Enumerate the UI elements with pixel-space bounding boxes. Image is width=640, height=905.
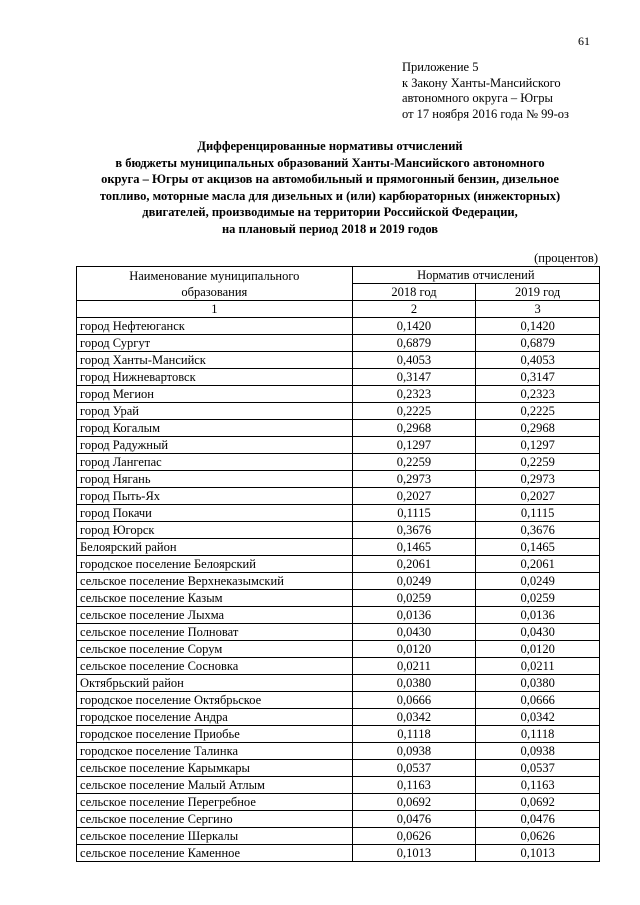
municipality-name-cell: город Урай	[77, 403, 353, 420]
header-municipality	[77, 267, 353, 301]
norm-2019-cell: 0,0259	[476, 590, 600, 607]
norm-2019-cell: 0,0136	[476, 607, 600, 624]
table-header-row	[77, 267, 600, 284]
norm-2019-cell: 0,0211	[476, 658, 600, 675]
table-row	[77, 403, 600, 420]
table-row	[77, 590, 600, 607]
municipality-name-cell: город Сургут	[77, 335, 353, 352]
municipality-name-cell: городское поселение Приобье	[77, 726, 353, 743]
table-row	[77, 726, 600, 743]
appendix-line: автономного округа – Югры	[402, 91, 553, 105]
table-row	[77, 692, 600, 709]
norm-2019-cell: 0,4053	[476, 352, 600, 369]
norm-2019-cell: 0,0537	[476, 760, 600, 777]
table-row	[77, 709, 600, 726]
header-norm: Норматив отчислений	[352, 267, 599, 284]
page-number: 61	[578, 34, 590, 48]
norm-2018-cell: 0,4053	[352, 352, 476, 369]
appendix-block	[402, 60, 569, 122]
norm-2019-cell: 0,1465	[476, 539, 600, 556]
unit-note: (процентов)	[534, 251, 598, 265]
table-row	[77, 352, 600, 369]
table-row	[77, 828, 600, 845]
title-line: в бюджеты муниципальных образований Ханты-Мансийского автономного	[115, 155, 545, 170]
norm-2018-cell: 0,3676	[352, 522, 476, 539]
table-row	[77, 658, 600, 675]
municipality-name-cell: город Радужный	[77, 437, 353, 454]
municipality-name-cell: сельское поселение Верхнеказымский	[77, 573, 353, 590]
municipality-name-cell: город Югорск	[77, 522, 353, 539]
table-row	[77, 318, 600, 335]
table-row	[77, 607, 600, 624]
norm-2018-cell: 0,1420	[352, 318, 476, 335]
norm-2018-cell: 0,0537	[352, 760, 476, 777]
norm-2019-cell: 0,0120	[476, 641, 600, 658]
table-row	[77, 675, 600, 692]
table-row	[77, 641, 600, 658]
norm-2019-cell: 0,1013	[476, 845, 600, 862]
municipality-name-cell: сельское поселение Сергино	[77, 811, 353, 828]
norm-2018-cell: 0,1118	[352, 726, 476, 743]
norm-2018-cell: 0,0626	[352, 828, 476, 845]
norm-2018-cell: 0,0136	[352, 607, 476, 624]
header-municipality-line2: образования	[181, 284, 248, 299]
norm-2019-cell: 0,1297	[476, 437, 600, 454]
norm-2019-cell: 0,3676	[476, 522, 600, 539]
table-body	[77, 318, 600, 862]
norm-2019-cell: 0,0692	[476, 794, 600, 811]
column-number: 2	[352, 301, 476, 318]
municipality-name-cell: Белоярский район	[77, 539, 353, 556]
norm-2018-cell: 0,1163	[352, 777, 476, 794]
norm-2019-cell: 0,1420	[476, 318, 600, 335]
norm-2019-cell: 0,2973	[476, 471, 600, 488]
norm-2019-cell: 0,0476	[476, 811, 600, 828]
municipality-name-cell: городское поселение Талинка	[77, 743, 353, 760]
document-title	[60, 138, 600, 237]
municipality-name-cell: город Когалым	[77, 420, 353, 437]
column-number: 3	[476, 301, 600, 318]
norm-2018-cell: 0,1297	[352, 437, 476, 454]
municipality-name-cell: Октябрьский район	[77, 675, 353, 692]
norm-2018-cell: 0,0342	[352, 709, 476, 726]
norm-2019-cell: 0,0626	[476, 828, 600, 845]
appendix-line: Приложение 5	[402, 60, 479, 74]
norm-2018-cell: 0,1465	[352, 539, 476, 556]
municipality-name-cell: сельское поселение Лыхма	[77, 607, 353, 624]
norm-2018-cell: 0,0249	[352, 573, 476, 590]
header-municipality-line1: Наименование муниципального	[129, 268, 300, 283]
table-row	[77, 437, 600, 454]
norm-2019-cell: 0,0666	[476, 692, 600, 709]
table-row	[77, 386, 600, 403]
table-row	[77, 539, 600, 556]
table-column-numbers-row	[77, 301, 600, 318]
norm-2018-cell: 0,2027	[352, 488, 476, 505]
table-row	[77, 505, 600, 522]
municipality-name-cell: сельское поселение Каменное	[77, 845, 353, 862]
header-2019: 2019 год	[476, 284, 600, 301]
municipality-name-cell: городское поселение Андра	[77, 709, 353, 726]
norm-2019-cell: 0,2225	[476, 403, 600, 420]
norm-2019-cell: 0,2061	[476, 556, 600, 573]
norm-2019-cell: 0,1115	[476, 505, 600, 522]
appendix-line: к Закону Ханты-Мансийского	[402, 75, 561, 90]
municipality-name-cell: городское поселение Октябрьское	[77, 692, 353, 709]
table-row	[77, 777, 600, 794]
municipality-name-cell: город Покачи	[77, 505, 353, 522]
municipality-name-cell: сельское поселение Перегребное	[77, 794, 353, 811]
norm-2019-cell: 0,3147	[476, 369, 600, 386]
table-row	[77, 454, 600, 471]
municipality-name-cell: сельское поселение Сорум	[77, 641, 353, 658]
appendix-line: от 17 ноября 2016 года № 99-оз	[402, 106, 569, 121]
norm-2018-cell: 0,0692	[352, 794, 476, 811]
norm-2018-cell: 0,0476	[352, 811, 476, 828]
municipality-name-cell: город Нижневартовск	[77, 369, 353, 386]
norm-2019-cell: 0,0249	[476, 573, 600, 590]
table-row	[77, 794, 600, 811]
norm-2018-cell: 0,6879	[352, 335, 476, 352]
table-row	[77, 420, 600, 437]
municipality-name-cell: город Лангепас	[77, 454, 353, 471]
table-row	[77, 845, 600, 862]
norm-2019-cell: 0,1118	[476, 726, 600, 743]
norm-2018-cell: 0,2973	[352, 471, 476, 488]
norm-2018-cell: 0,2225	[352, 403, 476, 420]
norm-2019-cell: 0,2968	[476, 420, 600, 437]
table-row	[77, 760, 600, 777]
norm-2019-cell: 0,2323	[476, 386, 600, 403]
norm-2018-cell: 0,0430	[352, 624, 476, 641]
title-line: округа – Югры от акцизов на автомобильный и прямогонный бензин, дизельное	[101, 172, 559, 186]
table-row	[77, 522, 600, 539]
norm-2019-cell: 0,2027	[476, 488, 600, 505]
norm-2018-cell: 0,3147	[352, 369, 476, 386]
municipality-name-cell: сельское поселение Полноват	[77, 624, 353, 641]
norms-table	[76, 266, 600, 862]
table-row	[77, 335, 600, 352]
norm-2018-cell: 0,0259	[352, 590, 476, 607]
municipality-name-cell: город Мегион	[77, 386, 353, 403]
table-row	[77, 369, 600, 386]
norm-2018-cell: 0,2968	[352, 420, 476, 437]
norm-2018-cell: 0,0666	[352, 692, 476, 709]
norm-2019-cell: 0,0430	[476, 624, 600, 641]
norm-2019-cell: 0,6879	[476, 335, 600, 352]
norm-2018-cell: 0,2259	[352, 454, 476, 471]
municipality-name-cell: сельское поселение Малый Атлым	[77, 777, 353, 794]
norm-2019-cell: 0,0938	[476, 743, 600, 760]
title-line: на плановый период 2018 и 2019 годов	[221, 221, 439, 236]
table-row	[77, 573, 600, 590]
table-row	[77, 556, 600, 573]
norm-2018-cell: 0,0938	[352, 743, 476, 760]
norm-2018-cell: 0,0120	[352, 641, 476, 658]
title-line: топливо, моторные масла для дизельных и (или) карбюраторных (инжекторных)	[99, 188, 561, 203]
norm-2018-cell: 0,2061	[352, 556, 476, 573]
table-row	[77, 624, 600, 641]
municipality-name-cell: сельское поселение Сосновка	[77, 658, 353, 675]
table-row	[77, 488, 600, 505]
municipality-name-cell: городское поселение Белоярский	[77, 556, 353, 573]
municipality-name-cell: сельское поселение Шеркалы	[77, 828, 353, 845]
municipality-name-cell: город Ханты-Мансийск	[77, 352, 353, 369]
header-2018: 2018 год	[352, 284, 476, 301]
norm-2018-cell: 0,0380	[352, 675, 476, 692]
norm-2019-cell: 0,1163	[476, 777, 600, 794]
column-number: 1	[77, 301, 353, 318]
norm-2018-cell: 0,0211	[352, 658, 476, 675]
norm-2018-cell: 0,2323	[352, 386, 476, 403]
municipality-name-cell: город Пыть-Ях	[77, 488, 353, 505]
municipality-name-cell: сельское поселение Карымкары	[77, 760, 353, 777]
table-row	[77, 811, 600, 828]
title-line: двигателей, производимые на территории Российской Федерации,	[142, 205, 518, 219]
municipality-name-cell: город Нягань	[77, 471, 353, 488]
table-row	[77, 743, 600, 760]
norm-2019-cell: 0,2259	[476, 454, 600, 471]
title-line: Дифференцированные нормативы отчислений	[197, 139, 463, 153]
municipality-name-cell: сельское поселение Казым	[77, 590, 353, 607]
norm-2018-cell: 0,1115	[352, 505, 476, 522]
norm-2018-cell: 0,1013	[352, 845, 476, 862]
norm-2019-cell: 0,0380	[476, 675, 600, 692]
norm-2019-cell: 0,0342	[476, 709, 600, 726]
municipality-name-cell: город Нефтеюганск	[77, 318, 353, 335]
table-row	[77, 471, 600, 488]
